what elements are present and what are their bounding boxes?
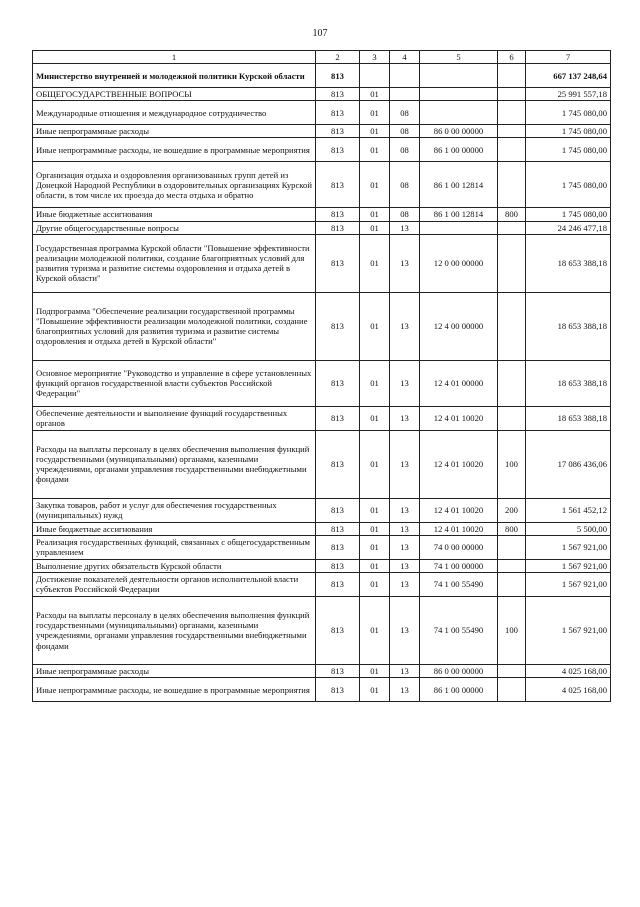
table-row: [33, 138, 611, 162]
cell-name: Расходы на выплаты персоналу в целях обеспечения выполнения функций государственными (муниципальными) органами, казенными учреждениями, органами управления государственными внебюджетными фондами: [33, 596, 316, 664]
cell-csr: 12 4 01 10020: [420, 406, 498, 430]
cell-name: Иные бюджетные ассигнования: [33, 522, 316, 535]
table-row: [33, 406, 611, 430]
cell-rz: 01: [360, 88, 390, 101]
cell-grbs: 813: [316, 88, 360, 101]
table-row: [33, 162, 611, 208]
cell-amount: 4 025 168,00: [526, 678, 611, 702]
cell-vr: [498, 664, 526, 677]
table-row: [33, 88, 611, 101]
table-row: [33, 101, 611, 125]
cell-name: Достижение показателей деятельности органов исполнительной власти субъектов Российской Федерации: [33, 572, 316, 596]
cell-amount: 25 991 557,18: [526, 88, 611, 101]
cell-amount: 1 745 080,00: [526, 162, 611, 208]
cell-vr: [498, 535, 526, 559]
cell-amount: 18 653 388,18: [526, 292, 611, 360]
table-row: [33, 234, 611, 292]
cell-name: Международные отношения и международное сотрудничество: [33, 101, 316, 125]
cell-grbs: 813: [316, 125, 360, 138]
cell-name: Иные непрограммные расходы, не вошедшие в программные мероприятия: [33, 678, 316, 702]
cell-vr: [498, 88, 526, 101]
cell-pr: 13: [390, 664, 420, 677]
cell-csr: 74 1 00 55490: [420, 572, 498, 596]
cell-vr: [498, 64, 526, 88]
cell-rz: 01: [360, 221, 390, 234]
cell-csr: 86 1 00 12814: [420, 162, 498, 208]
cell-rz: 01: [360, 234, 390, 292]
cell-rz: 01: [360, 596, 390, 664]
cell-amount: 18 653 388,18: [526, 406, 611, 430]
cell-grbs: 813: [316, 522, 360, 535]
cell-name: Обеспечение деятельности и выполнение функций государственных органов: [33, 406, 316, 430]
cell-rz: 01: [360, 572, 390, 596]
cell-pr: 08: [390, 162, 420, 208]
table-row: [33, 498, 611, 522]
page-number: 107: [312, 28, 328, 39]
cell-name: Министерство внутренней и молодежной политики Курской области: [33, 64, 316, 88]
cell-pr: [390, 64, 420, 88]
table-row: [33, 125, 611, 138]
cell-vr: [498, 162, 526, 208]
column-header: 3: [360, 51, 390, 64]
cell-rz: 01: [360, 406, 390, 430]
table-row: [33, 360, 611, 406]
cell-pr: 13: [390, 596, 420, 664]
cell-grbs: 813: [316, 596, 360, 664]
cell-vr: 800: [498, 522, 526, 535]
cell-amount: 4 025 168,00: [526, 664, 611, 677]
cell-csr: 12 4 01 10020: [420, 430, 498, 498]
cell-amount: 667 137 248,64: [526, 64, 611, 88]
table-row: [33, 664, 611, 677]
cell-pr: 08: [390, 101, 420, 125]
cell-name: Расходы на выплаты персоналу в целях обеспечения выполнения функций государственными (муниципальными) органами, казенными учреждениями, органами управления государственными внебюджетными фондами: [33, 430, 316, 498]
cell-grbs: 813: [316, 221, 360, 234]
cell-pr: 13: [390, 406, 420, 430]
cell-pr: 08: [390, 125, 420, 138]
cell-csr: 86 1 00 00000: [420, 138, 498, 162]
cell-grbs: 813: [316, 360, 360, 406]
cell-vr: 100: [498, 596, 526, 664]
cell-vr: [498, 221, 526, 234]
cell-rz: [360, 64, 390, 88]
cell-grbs: 813: [316, 138, 360, 162]
cell-amount: 1 745 080,00: [526, 101, 611, 125]
cell-amount: 5 500,00: [526, 522, 611, 535]
cell-csr: 86 1 00 12814: [420, 208, 498, 221]
cell-pr: 08: [390, 138, 420, 162]
cell-pr: 13: [390, 522, 420, 535]
cell-csr: 86 0 00 00000: [420, 664, 498, 677]
table-row: [33, 596, 611, 664]
cell-name: Государственная программа Курской области "Повышение эффективности реализации молодежной политики, создание благоприятных условий для развития туризма и развитие системы оздоровления и отдыха детей в Курской области": [33, 234, 316, 292]
cell-rz: 01: [360, 101, 390, 125]
cell-pr: 13: [390, 678, 420, 702]
column-header: 4: [390, 51, 420, 64]
cell-rz: 01: [360, 678, 390, 702]
cell-pr: 13: [390, 360, 420, 406]
cell-vr: [498, 234, 526, 292]
cell-name: Закупка товаров, работ и услуг для обеспечения государственных (муниципальных) нужд: [33, 498, 316, 522]
cell-grbs: 813: [316, 572, 360, 596]
cell-amount: 1 567 921,00: [526, 572, 611, 596]
budget-table: [32, 50, 611, 702]
cell-amount: 1 745 080,00: [526, 208, 611, 221]
column-header: 5: [420, 51, 498, 64]
cell-amount: 24 246 477,18: [526, 221, 611, 234]
column-header: 1: [33, 51, 316, 64]
cell-vr: [498, 292, 526, 360]
cell-pr: [390, 88, 420, 101]
cell-amount: 17 086 436,06: [526, 430, 611, 498]
cell-name: Иные бюджетные ассигнования: [33, 208, 316, 221]
cell-amount: 1 567 921,00: [526, 559, 611, 572]
table-row: [33, 522, 611, 535]
cell-rz: 01: [360, 360, 390, 406]
cell-amount: 1 745 080,00: [526, 138, 611, 162]
cell-pr: 13: [390, 234, 420, 292]
cell-csr: [420, 221, 498, 234]
cell-rz: 01: [360, 664, 390, 677]
cell-csr: 74 0 00 00000: [420, 535, 498, 559]
cell-name: Подпрограмма "Обеспечение реализации государственной программы "Повышение эффективности реализации молодежной политики, создание благоприятных условий для развития туризма и развитие системы оздоровления и отдыха детей в Курской области": [33, 292, 316, 360]
cell-pr: 13: [390, 498, 420, 522]
cell-name: Основное мероприятие "Руководство и управление в сфере установленных функций органов государственной власти субъектов Российской Федерации": [33, 360, 316, 406]
cell-vr: [498, 559, 526, 572]
cell-vr: 200: [498, 498, 526, 522]
cell-csr: 74 1 00 00000: [420, 559, 498, 572]
cell-csr: 12 4 01 10020: [420, 498, 498, 522]
cell-name: ОБЩЕГОСУДАРСТВЕННЫЕ ВОПРОСЫ: [33, 88, 316, 101]
cell-rz: 01: [360, 208, 390, 221]
cell-csr: 12 4 01 10020: [420, 522, 498, 535]
cell-rz: 01: [360, 292, 390, 360]
cell-amount: 1 561 452,12: [526, 498, 611, 522]
cell-pr: 13: [390, 559, 420, 572]
cell-vr: [498, 678, 526, 702]
cell-name: Реализация государственных функций, связанных с общегосударственным управлением: [33, 535, 316, 559]
table-row: [33, 221, 611, 234]
table-row: [33, 572, 611, 596]
cell-grbs: 813: [316, 234, 360, 292]
cell-rz: 01: [360, 162, 390, 208]
cell-pr: 13: [390, 221, 420, 234]
cell-csr: 12 4 01 00000: [420, 360, 498, 406]
cell-rz: 01: [360, 430, 390, 498]
cell-grbs: 813: [316, 535, 360, 559]
cell-rz: 01: [360, 498, 390, 522]
cell-amount: 1 567 921,00: [526, 535, 611, 559]
cell-pr: 08: [390, 208, 420, 221]
cell-vr: [498, 125, 526, 138]
column-header: 6: [498, 51, 526, 64]
cell-csr: 12 4 00 00000: [420, 292, 498, 360]
cell-vr: 800: [498, 208, 526, 221]
cell-vr: 100: [498, 430, 526, 498]
cell-csr: 74 1 00 55490: [420, 596, 498, 664]
cell-name: Иные непрограммные расходы: [33, 125, 316, 138]
cell-rz: 01: [360, 522, 390, 535]
cell-rz: 01: [360, 535, 390, 559]
cell-csr: 12 0 00 00000: [420, 234, 498, 292]
cell-grbs: 813: [316, 162, 360, 208]
cell-csr: [420, 88, 498, 101]
cell-rz: 01: [360, 138, 390, 162]
cell-grbs: 813: [316, 498, 360, 522]
cell-pr: 13: [390, 535, 420, 559]
cell-pr: 13: [390, 430, 420, 498]
table-row: [33, 64, 611, 88]
table-row: [33, 535, 611, 559]
cell-csr: [420, 101, 498, 125]
table-row: [33, 208, 611, 221]
cell-rz: 01: [360, 125, 390, 138]
table-row: [33, 559, 611, 572]
cell-amount: 18 653 388,18: [526, 360, 611, 406]
cell-vr: [498, 360, 526, 406]
cell-pr: 13: [390, 292, 420, 360]
column-header: 7: [526, 51, 611, 64]
column-number-row: [33, 51, 611, 64]
cell-grbs: 813: [316, 292, 360, 360]
cell-amount: 18 653 388,18: [526, 234, 611, 292]
cell-grbs: 813: [316, 678, 360, 702]
column-header: 2: [316, 51, 360, 64]
cell-grbs: 813: [316, 208, 360, 221]
cell-amount: 1 567 921,00: [526, 596, 611, 664]
cell-name: Иные непрограммные расходы, не вошедшие в программные мероприятия: [33, 138, 316, 162]
cell-grbs: 813: [316, 559, 360, 572]
cell-rz: 01: [360, 559, 390, 572]
cell-name: Иные непрограммные расходы: [33, 664, 316, 677]
cell-grbs: 813: [316, 430, 360, 498]
cell-vr: [498, 572, 526, 596]
cell-amount: 1 745 080,00: [526, 125, 611, 138]
cell-grbs: 813: [316, 101, 360, 125]
cell-pr: 13: [390, 572, 420, 596]
cell-csr: 86 0 00 00000: [420, 125, 498, 138]
cell-name: Другие общегосударственные вопросы: [33, 221, 316, 234]
cell-name: Выполнение других обязательств Курской области: [33, 559, 316, 572]
cell-vr: [498, 101, 526, 125]
cell-name: Организация отдыха и оздоровления организованных групп детей из Донецкой Народной Республики в оздоровительных организациях Курской области, в том числе их проезда до места отдыха и обратно: [33, 162, 316, 208]
cell-vr: [498, 138, 526, 162]
cell-grbs: 813: [316, 664, 360, 677]
cell-grbs: 813: [316, 406, 360, 430]
table-row: [33, 678, 611, 702]
cell-csr: [420, 64, 498, 88]
cell-csr: 86 1 00 00000: [420, 678, 498, 702]
table-row: [33, 292, 611, 360]
table-row: [33, 430, 611, 498]
cell-grbs: 813: [316, 64, 360, 88]
cell-vr: [498, 406, 526, 430]
